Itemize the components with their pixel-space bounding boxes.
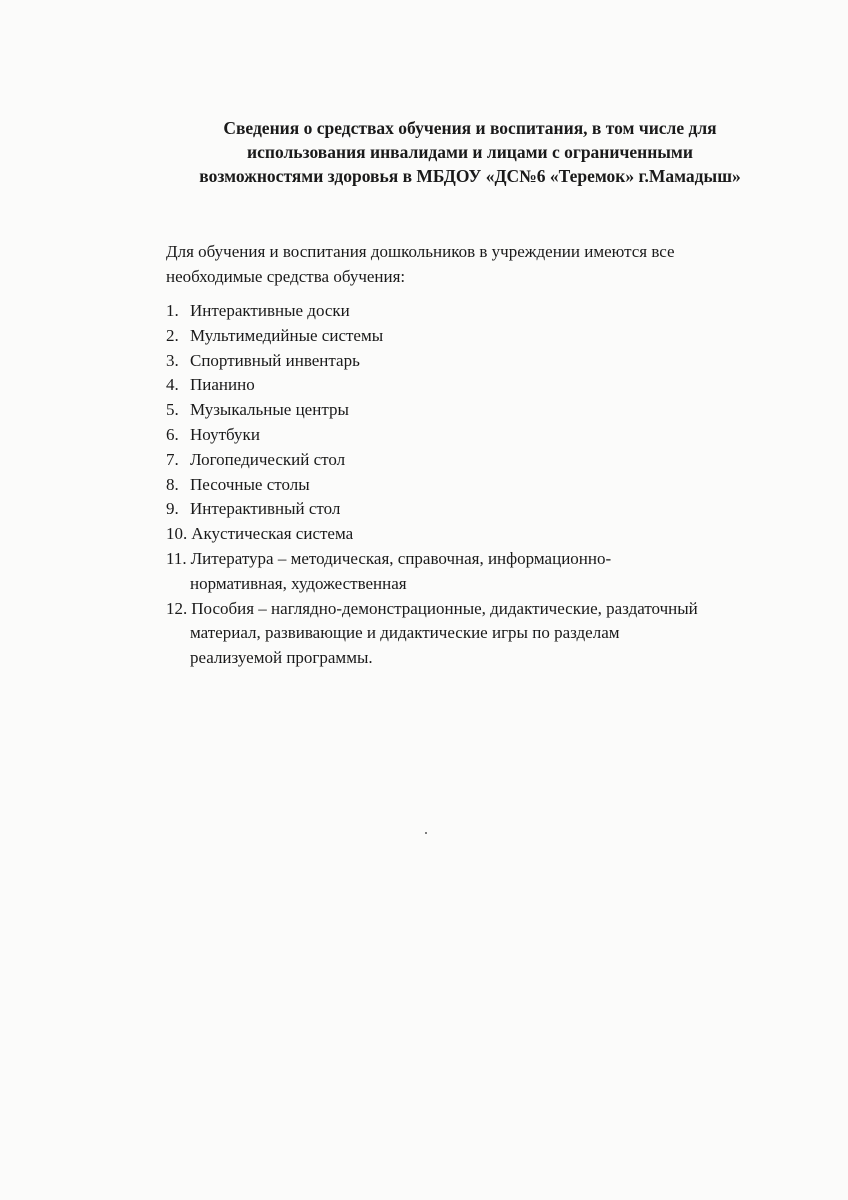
list-item [166, 497, 826, 522]
title-line: использования инвалидами и лицами с ограниченными [247, 142, 693, 162]
list-item-continuation: нормативная, художественная [190, 573, 407, 593]
scan-speck [425, 832, 427, 834]
list-item [166, 349, 826, 374]
list-item [166, 423, 826, 448]
list-item-text: Спортивный инвентарь [190, 350, 360, 370]
equipment-list [166, 299, 826, 671]
list-item-number: 6. [166, 424, 179, 444]
list-item-number: 5. [166, 400, 179, 420]
list-item-text: Песочные столы [190, 474, 310, 494]
list-item-text: Музыкальные центры [190, 400, 349, 420]
list-item-text: Литература – методическая, справочная, информационно- [190, 548, 612, 568]
list-item [166, 547, 826, 597]
list-item-continuation: материал, развивающие и дидактические игры по разделам [190, 623, 620, 643]
document-title [130, 116, 810, 188]
list-item [166, 373, 826, 398]
list-item [166, 324, 826, 349]
list-item-number: 9. [166, 499, 179, 519]
intro-line: Для обучения и воспитания дошкольников в учреждении имеются все [166, 242, 675, 261]
list-item-text: Ноутбуки [190, 424, 260, 444]
list-item-text: Пособия – наглядно-демонстрационные, дидактические, раздаточный [191, 598, 698, 618]
list-item-text: Пианино [190, 375, 255, 395]
list-item-number: 12. [166, 598, 188, 618]
title-line: Сведения о средствах обучения и воспитания, в том числе для [223, 118, 717, 138]
list-item-number: 4. [166, 375, 179, 395]
list-item-number: 8. [166, 474, 179, 494]
list-item [166, 597, 826, 671]
list-item-text: Акустическая система [191, 524, 354, 544]
list-item [166, 473, 826, 498]
list-item-number: 11. [166, 548, 187, 568]
list-item [166, 398, 826, 423]
list-item-continuation: реализуемой программы. [190, 648, 373, 668]
list-item-number: 7. [166, 449, 179, 469]
list-item-number: 1. [166, 301, 179, 320]
intro-paragraph [166, 239, 806, 289]
list-item-text: Логопедический стол [190, 449, 346, 469]
list-item [166, 522, 826, 547]
list-item [166, 448, 826, 473]
list-item-text: Интерактивные доски [190, 301, 350, 320]
list-item-number: 10. [166, 524, 188, 544]
list-item-text: Интерактивный стол [190, 499, 341, 519]
list-item [166, 299, 826, 324]
list-item-number: 3. [166, 350, 179, 370]
list-item-text: Мультимедийные системы [190, 325, 384, 345]
intro-line: необходимые средства обучения: [166, 267, 406, 286]
list-item-number: 2. [166, 325, 179, 345]
title-line: возможностями здоровья в МБДОУ «ДС№6 «Теремок» г.Мамадыш» [199, 166, 741, 186]
